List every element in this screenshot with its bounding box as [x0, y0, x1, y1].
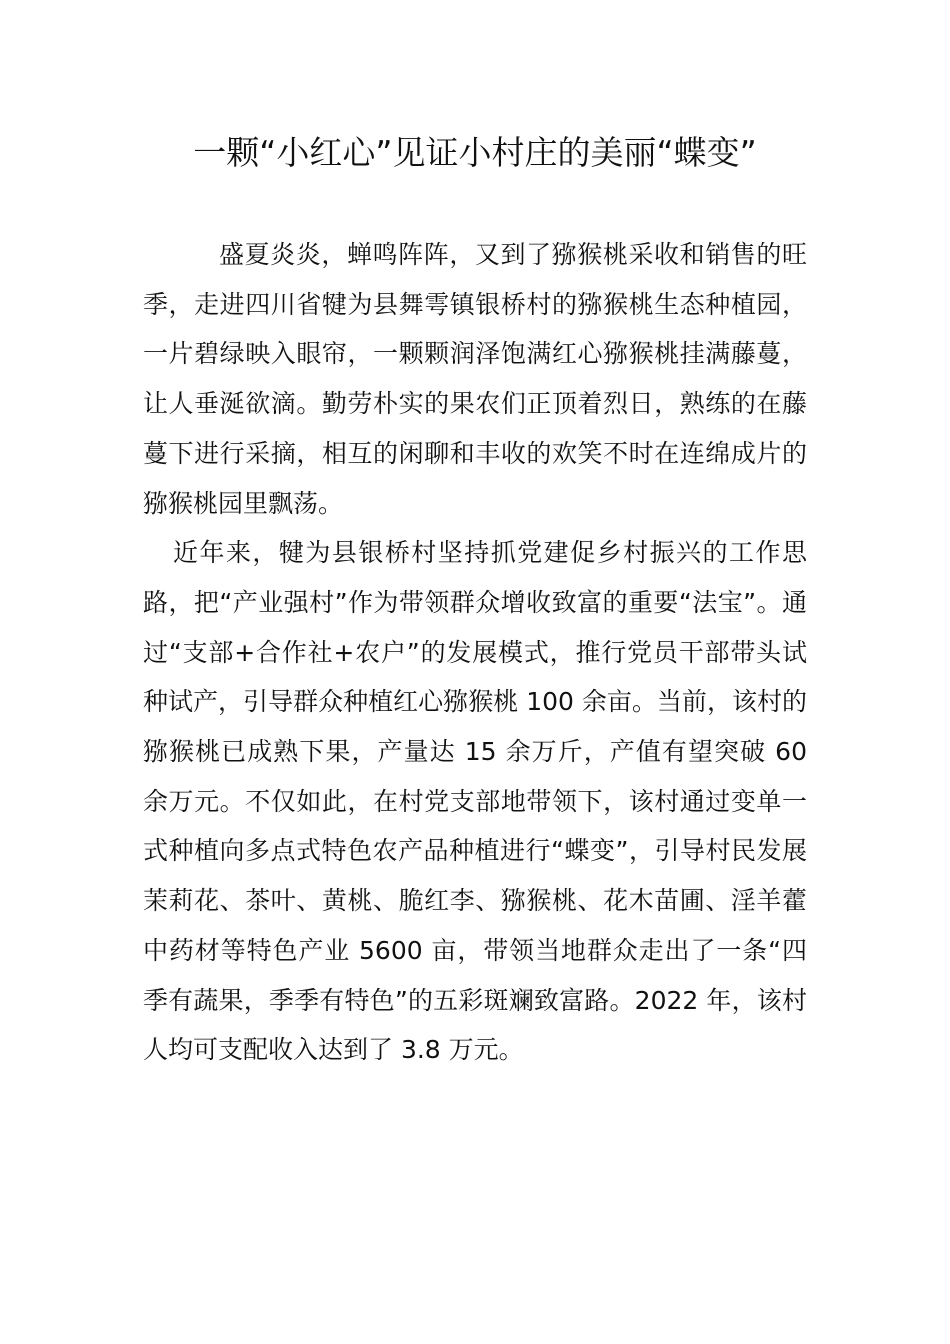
document-title: 一颗“小红心”见证小村庄的美丽“蝶变” [193, 133, 757, 172]
document-body [143, 230, 807, 1075]
paragraph-2: 近年来，犍为县银桥村坚持抓党建促乡村振兴的工作思路，把“产业强村”作为带领群众增收致富的重要“法宝”。通过“支部+合作社+农户”的发展模式，推行党员干部带头试种试产，引导群众种植红心猕猴桃 100 余亩。当前，该村的猕猴桃已成熟下果，产量达 15 余万斤，产值有望突破 60 余万元。不仅如此，在村党支部地带领下，该村通过变单一式种植向多点式特色农产品种植进行“蝶变”，引导村民发展茉莉花、茶叶、黄桃、脆红李、猕猴桃、花木苗圃、淫羊藿中药材等特色产业 5600 亩，带领当地群众走出了一条“四季有蔬果，季季有特色”的五彩斑斓致富路。2022 年，该村人均可支配收入达到了 3.8 万元。 [143, 538, 807, 1065]
paragraph-1: 盛夏炎炎，蝉鸣阵阵，又到了猕猴桃采收和销售的旺季，走进四川省犍为县舞雩镇银桥村的猕猴桃生态种植园，一片碧绿映入眼帘，一颗颗润泽饱满红心猕猴桃挂满藤蔓，让人垂涎欲滴。勤劳朴实的果农们正顶着烈日，熟练的在藤蔓下进行采摘，相互的闲聊和丰收的欢笑不时在连绵成片的猕猴桃园里飘荡。 [143, 240, 807, 518]
